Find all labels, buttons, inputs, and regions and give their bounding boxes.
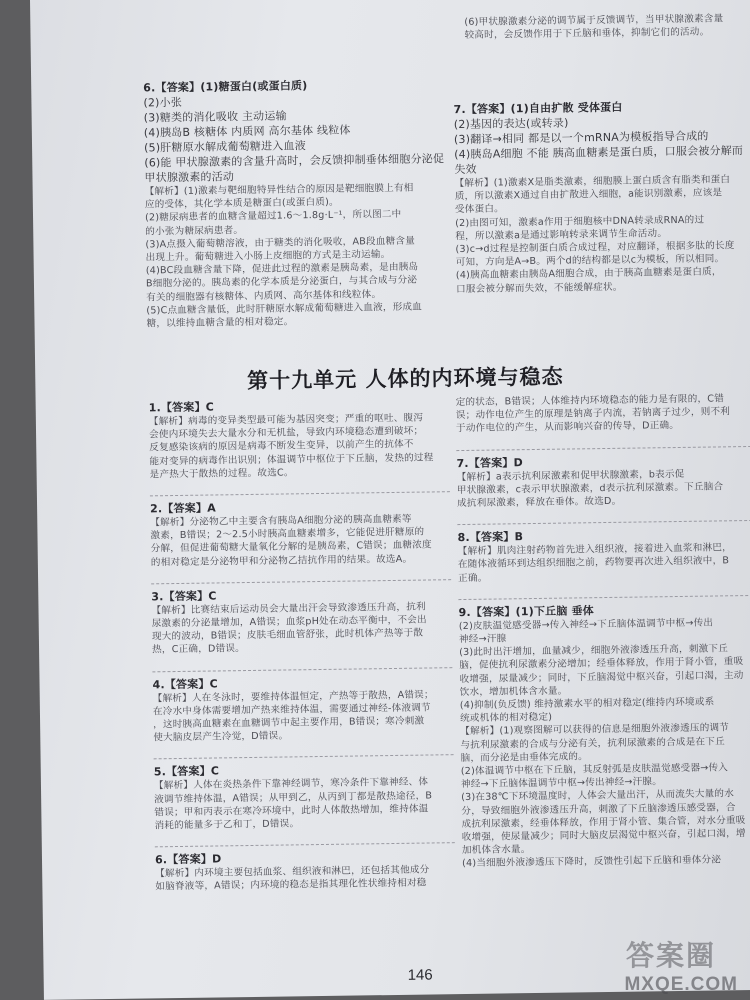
answer-heading: 8.【答案】B: [457, 530, 524, 545]
answer-line: 在冷水中身体需要增加产热来维持体温，需要通过神经-体液调节: [152, 702, 431, 718]
answer-line: (5)C点血糖含量低，此时肝糖原水解成葡萄糖进入血液，形成血: [146, 301, 423, 317]
left-top-block: [143, 76, 446, 330]
answer-line: (3)在38℃下环境温度时，人体会大量出汗，从而流失大量的水: [461, 788, 735, 804]
answer-line: 与抗利尿激素的合成与分泌有关，抗利尿激素的合成是在下丘: [460, 736, 725, 751]
answer-line: (4)胰岛B 核糖体 内质网 高尔基体 线粒体: [143, 123, 351, 140]
answer-heading: 3.【答案】C: [151, 589, 217, 604]
answer-line: 【解析】肌肉注射药物首先进入组织液，接着进入血浆和淋巴，: [457, 542, 733, 558]
answer-line: 受体蛋白。: [454, 203, 505, 216]
answer-line: 神经→汗腺: [458, 633, 507, 646]
answer-line: 【解析】病毒的变异类型最可能为基因突变；严重的呕吐、腹泻: [148, 412, 424, 428]
divider: [151, 579, 451, 584]
answer-line: 激素，B错误；2～2.5小时胰高血糖素增多，它能促进肝糖原的: [150, 526, 425, 542]
answer-line: (3)糖类的消化吸收 主动运输: [143, 109, 287, 125]
answer-line: (4)BC段血糖含量下降，促进此过程的激素是胰岛素，是由胰岛: [145, 261, 419, 277]
answer-line: 加机体含水量。: [461, 844, 531, 857]
answer-heading: 7.【答案】D: [456, 455, 523, 470]
top-right-intro: [464, 12, 750, 43]
answer-line: 较高时，会反馈作用于下丘脑和垂体，抑制它们的活动。: [464, 26, 710, 42]
answer-line: (3)c→d过程是控制蛋白质合成过程，对应翻译，根据多肽的长度: [455, 240, 735, 256]
answer-line: 是产热大于散热的过程。故选C。: [149, 467, 294, 481]
answer-line: 成抗利尿激素，经垂体释放，作用于肾小管、集合管，对水分重吸: [461, 814, 746, 830]
answer-line: 脑，而分泌是由垂体完成的。: [460, 751, 589, 764]
answer-line: ，这时胰高血糖素在血糖调节中起主要作用，B错误；寒冷刺激: [153, 715, 425, 731]
answer-line: 反复感染该病的原因是病毒不断发生变异，以前产生的抗体不: [149, 439, 414, 454]
answer-line: 有关的细胞器有核糖体、内质网、高尔基体和线粒体。: [146, 288, 382, 304]
answer-line: 失效: [454, 162, 477, 177]
answer-line: 在随体液循环到达组织细胞之前，药物要再次进入组织液中，B: [457, 555, 730, 571]
answer-heading: 9.【答案】(1)下丘脑 垂体: [458, 604, 595, 619]
right-top-block: [453, 98, 750, 296]
answer-line: 使大脑皮层产生冷觉，D错误。: [153, 730, 289, 744]
answer-line: (2)基因的表达(或转录): [453, 116, 569, 132]
divider: [155, 842, 455, 847]
answer-line: 定的状态，B错误；人体维持内环境稳态的能力是有限的，C错: [455, 393, 725, 409]
answer-line: 糖，以维持血糖含量的相对稳定。: [146, 316, 294, 330]
answer-line: 消耗的能量多于乙和丁，D错误。: [154, 818, 300, 832]
answer-line: 质，所以激素X通过自由扩散进入细胞，a能识别激素，应该是: [454, 187, 723, 203]
answer-line: 饮水，增加机体含水量。: [459, 685, 568, 698]
answer-line: 【解析】(1)激素X是脂类激素，细胞膜上蛋白质含有脂类和蛋白: [454, 174, 731, 190]
answer-line: 于动作电位的产生，从而影响兴奋的传导，D正确。: [455, 420, 680, 435]
answer-line: 【解析】人在冬泳时，要维持体温恒定，产热等于散热，A错误；: [152, 689, 434, 704]
answer-line: 【解析】a表示抗利尿激素和促甲状腺激素，b表示促: [456, 468, 685, 483]
answer-line: (2)小张: [143, 95, 183, 110]
page-number: 146: [407, 966, 433, 984]
answer-line: 热，C正确，D错误。: [152, 643, 246, 656]
answer-line: 会使内环境失去大量水分和无机盐，导致内环境稳态遭到破坏；: [149, 425, 424, 441]
answer-line: 口服会被分解而失效，不能缓解症状。: [456, 281, 623, 295]
answer-line: 可知，方向是A→B。两个d的结构都是以c为模板，所以相同。: [455, 253, 725, 269]
answer-heading: 6.【答案】(1)糖蛋白(或蛋白质): [143, 79, 308, 95]
answer-line: 应的受体，其化学本质是糖蛋白(或蛋白质)。: [144, 196, 339, 211]
answer-line: (3)翻译→相同 都是以一个mRNA为模板指导合成的: [453, 129, 709, 147]
answer-line: 收增强，尿量减少；同时，下丘脑渴觉中枢兴奋，引起口渴，主动: [459, 669, 744, 685]
answer-line: 尿激素的分泌量增加，A错误；血浆pH处在动态平衡中，不会出: [151, 614, 427, 630]
answer-line: 甲状腺激素，c表示甲状腺激素，d表示抗利尿激素。下丘脑合: [456, 481, 724, 496]
answer-heading: 1.【答案】C: [148, 400, 215, 415]
answer-line: 分，导致细胞外液渗透压升高，刺激了下丘脑渗透压感受器，合: [461, 801, 736, 817]
divider: [152, 667, 452, 672]
answer-line: 甲状腺激素的活动: [144, 170, 235, 185]
answer-line: (4)抑制(负反馈) 维持激素水平的相对稳定(维持内环境或系: [459, 696, 715, 712]
answer-line: (2)糖尿病患者的血糖含量超过1.6～1.8g·L⁻¹，所以图二中: [144, 209, 402, 224]
unit-title: 第十九单元 人体的内环境与稳态: [247, 363, 564, 394]
answer-line: (2)体温调节中枢在下丘脑，其反射弧是皮肤温觉感受器→传入: [460, 762, 729, 778]
answer-line: (5)肝糖原水解成葡萄糖进入血液: [143, 139, 306, 155]
answer-line: 程，所以激素a是通过影响转录来调节生命活动。: [455, 227, 668, 242]
divider: [458, 594, 750, 599]
answer-line: 【解析】(1)激素与靶细胞特异性结合的原因是靶细胞膜上有相: [144, 182, 414, 198]
answer-line: (6)甲状腺激素分泌的调节属于反馈调节，当甲状腺激素含量: [464, 13, 724, 28]
answer-line: 如脑脊液等，A错误；内环境的稳态是指其理化性状维持相对稳: [155, 878, 427, 893]
answer-line: 成抗利尿激素，释放在垂体。故选D。: [456, 495, 622, 510]
answer-line: 的小张为糖尿病患者。: [145, 224, 244, 238]
right-questions: [456, 392, 750, 871]
answer-line: (3)此时出汗增加，血量减少，细胞外液渗透压升高，刺激下丘: [459, 643, 729, 659]
answer-line: (4)胰高血糖素由胰岛A细胞合成，由于胰高血糖素是蛋白质，: [455, 266, 722, 282]
answer-heading: 7.【答案】(1)自由扩散 受体蛋白: [453, 100, 623, 117]
answer-line: 神经→下丘脑体温调节中枢→传出神经→汗腺。: [460, 776, 663, 791]
answer-line: 脑，促使抗利尿激素分泌增加；经垂体释放，作用于肾小管，重吸: [459, 656, 744, 672]
answer-heading: 2.【答案】A: [150, 501, 216, 516]
answer-line: 现大的波动，B错误；皮肤毛细血管舒张，此时机体产热等于散: [151, 627, 424, 643]
watermark-logo-icon: 答案圈: [626, 939, 717, 972]
answer-line: 【解析】比赛结束后运动员会大量出汗会导致渗透压升高，抗利: [151, 601, 426, 617]
answer-page: [30, 0, 750, 1000]
left-questions: [149, 396, 456, 894]
watermark-site-icon: MXQE.COM: [624, 974, 738, 995]
answer-line: 【解析】分泌物乙中主要含有胰岛A细胞分泌的胰高血糖素等: [150, 513, 412, 529]
answer-line: 【解析】(1)观察图解可以获得的信息是细胞外液渗透压的调节: [460, 722, 730, 738]
answer-line: (4)当细胞外液渗透压下降时，反馈性引起下丘脑和垂体分泌: [462, 854, 722, 870]
answer-line: 收增强，使尿量减少；同时大脑皮层渴觉中枢兴奋，引起口渴，增: [461, 828, 746, 844]
answer-line: (2)由图可知，激素a作用于细胞核中DNA转录成RNA的过: [455, 214, 705, 229]
divider: [456, 445, 750, 450]
answer-heading: 4.【答案】C: [152, 677, 218, 691]
answer-line: 统或机体的相对稳定): [460, 712, 553, 725]
answer-line: 【解析】内环境主要包括血浆、组织液和淋巴，还包括其他成分: [155, 864, 430, 880]
answer-line: (4)胰岛A细胞 不能 胰高血糖素是蛋白质，口服会被分解而: [454, 144, 744, 162]
divider: [457, 520, 750, 525]
answer-line: B细胞分泌的。胰岛素的化学本质是分泌蛋白，与其合成与分泌: [145, 275, 418, 290]
answer-line: (6)能 甲状腺激素的含量升高时，会反馈抑制垂体细胞分泌促: [144, 152, 445, 170]
answer-line: 错误；甲和丙表示在寒冷环境中，此时人体散热增加，维持体温: [154, 803, 429, 819]
answer-line: 的相对稳定是分泌物甲和分泌物乙拮抗作用的结果。故选A。: [150, 553, 413, 568]
answer-line: 正确。: [458, 572, 488, 584]
divider: [150, 491, 450, 496]
answer-heading: 5.【答案】C: [153, 764, 220, 779]
answer-heading: 6.【答案】D: [154, 852, 222, 867]
answer-line: 出现上升。葡萄糖进入小肠上皮细胞的方式是主动运输。: [145, 249, 391, 264]
answer-line: 液调节维持体温，A错误；从甲到乙，从丙到丁都是散热途径，B: [154, 790, 433, 805]
answer-line: (3)A点摄入葡萄糖溶液，由于糖类的消化吸收，AB段血糖含量: [145, 235, 416, 251]
answer-line: 【解析】人体在炎热条件下靠神经调节，寒冷条件下靠神经、体: [153, 776, 429, 792]
answer-line: 分解，但促进葡萄糖大量氧化分解的是胰岛素，C错误；血糖浓度: [150, 539, 432, 555]
answer-line: 误；动作电位产生的原理是钠离子内流，若钠离子过少，则不利: [455, 406, 731, 422]
answer-line: 能对变异的病毒作出识别；体温调节中枢位于下丘脑，发热的过程: [149, 452, 434, 467]
divider: [154, 755, 454, 760]
answer-line: (2)皮肤温觉感受器→传入神经→下丘脑体温调节中枢→传出: [458, 617, 714, 632]
